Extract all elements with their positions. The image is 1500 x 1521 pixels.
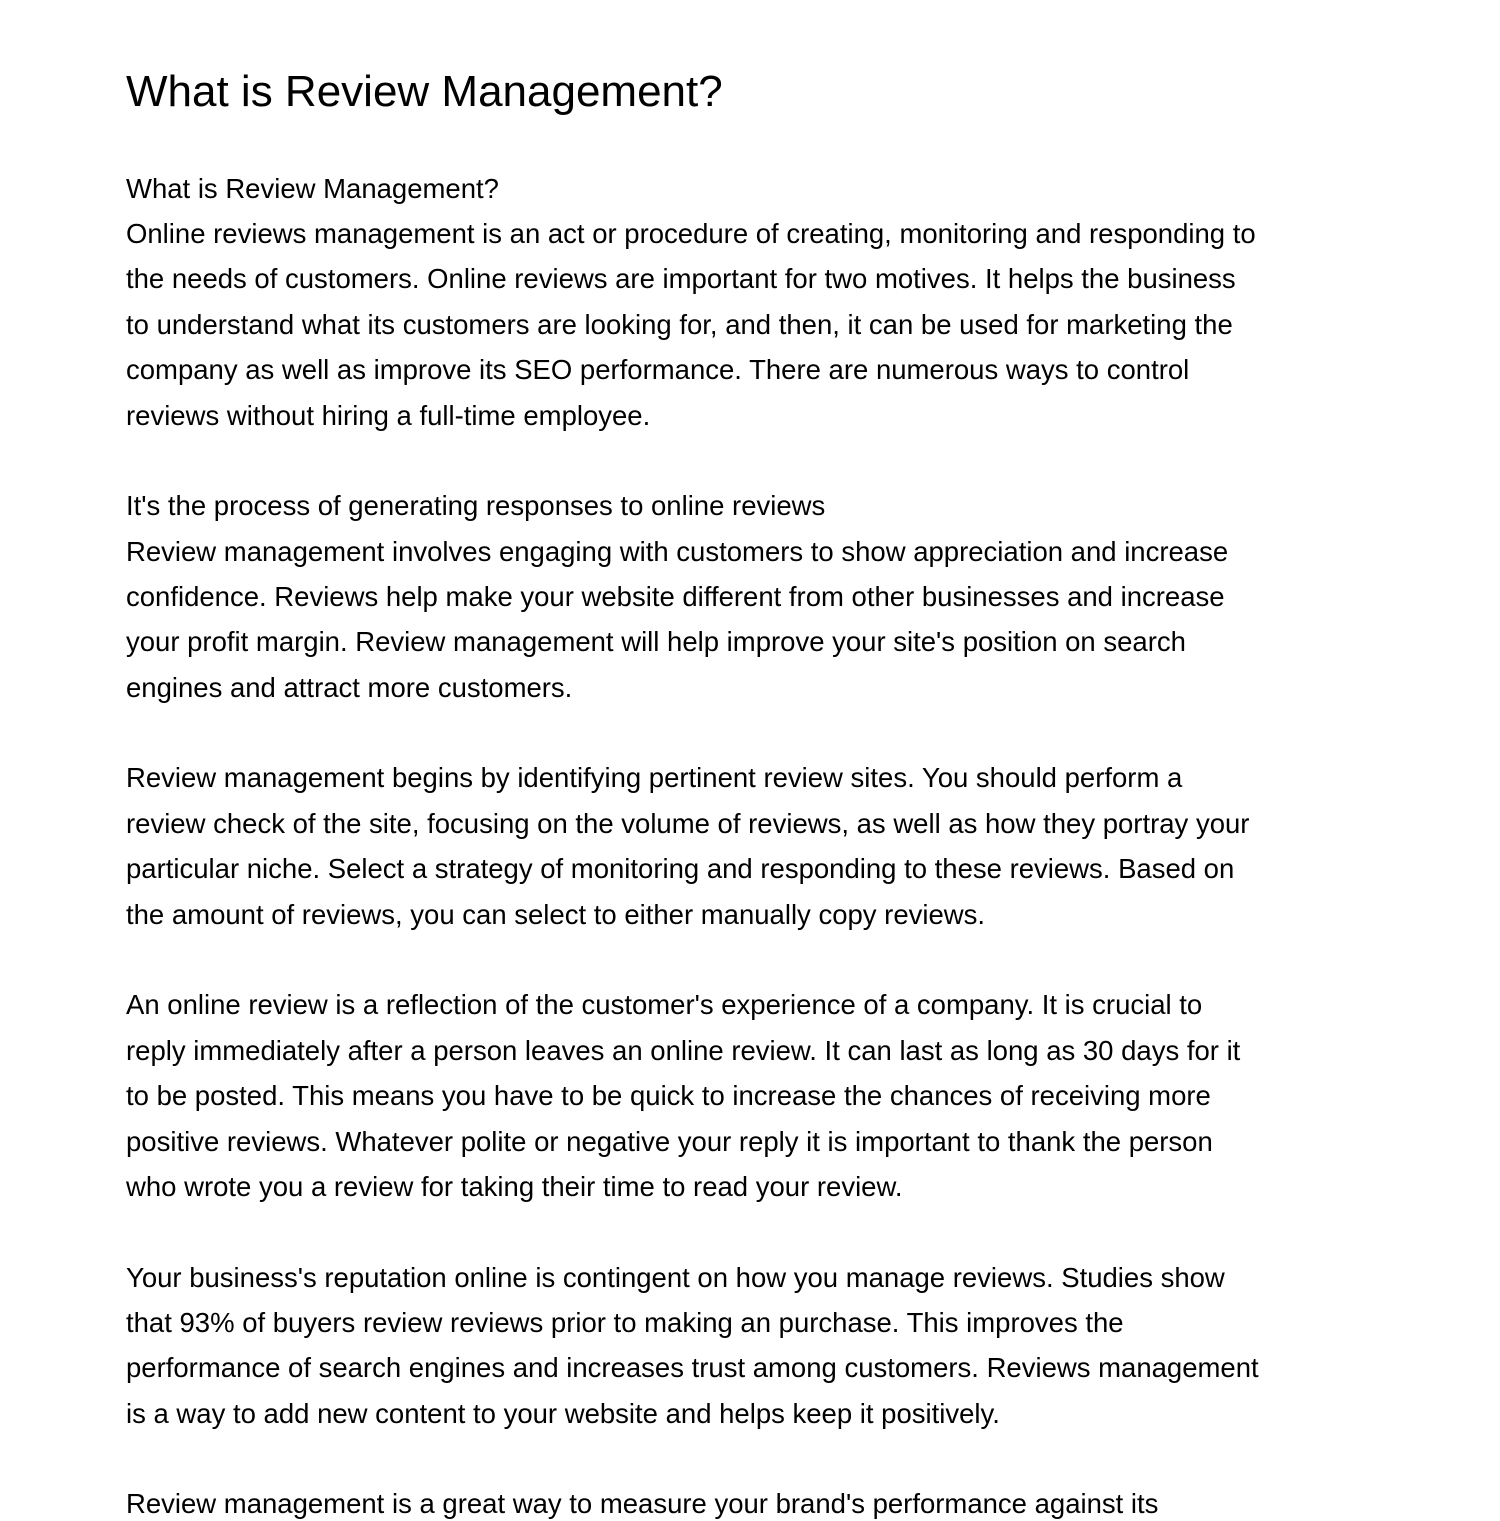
paragraph-line: review check of the site, focusing on the volume of reviews, as well as how they portray your <box>126 808 1250 839</box>
subheading: It's the process of generating responses to online reviews <box>126 490 826 521</box>
paragraph-line: to be posted. This means you have to be quick to increase the chances of receiving more <box>126 1080 1211 1111</box>
paragraph-line: to understand what its customers are looking for, and then, it can be used for marketing the <box>126 309 1233 340</box>
paragraph-line: that 93% of buyers review reviews prior to making an purchase. This improves the <box>126 1307 1124 1338</box>
paragraph-line: particular niche. Select a strategy of monitoring and responding to these reviews. Based on <box>126 853 1235 884</box>
page-title: What is Review Management? <box>126 67 723 116</box>
paragraph-line: Review management involves engaging with customers to show appreciation and increase <box>126 536 1229 567</box>
paragraph-line: your profit margin. Review management will help improve your site's position on search <box>126 626 1186 657</box>
paragraph-line: performance of search engines and increases trust among customers. Reviews management <box>126 1352 1259 1383</box>
paragraph-line: who wrote you a review for taking their time to read your review. <box>126 1171 903 1202</box>
paragraph-line: the needs of customers. Online reviews are important for two motives. It helps the business <box>126 263 1236 294</box>
paragraph-line: positive reviews. Whatever polite or negative your reply it is important to thank the person <box>126 1126 1213 1157</box>
paragraph-line: Your business's reputation online is contingent on how you manage reviews. Studies show <box>126 1262 1225 1293</box>
paragraph-line: the amount of reviews, you can select to either manually copy reviews. <box>126 899 986 930</box>
paragraph-line: reply immediately after a person leaves an online review. It can last as long as 30 days for it <box>126 1035 1241 1066</box>
paragraph-line: company as well as improve its SEO performance. There are numerous ways to control <box>126 354 1190 385</box>
paragraph-line: Review management begins by identifying pertinent review sites. You should perform a <box>126 762 1183 793</box>
paragraph-line: is a way to add new content to your website and helps keep it positively. <box>126 1398 1000 1429</box>
paragraph-line: Online reviews management is an act or procedure of creating, monitoring and responding to <box>126 218 1256 249</box>
paragraph-line: engines and attract more customers. <box>126 672 573 703</box>
paragraph-line: An online review is a reflection of the customer's experience of a company. It is crucial to <box>126 989 1203 1020</box>
subheading: What is Review Management? <box>126 173 499 204</box>
paragraph-line: reviews without hiring a full-time employee. <box>126 400 651 431</box>
paragraph-line: confidence. Reviews help make your website different from other businesses and increase <box>126 581 1225 612</box>
paragraph-line-truncated: Review management is a great way to measure your brand's performance against its <box>126 1488 1159 1519</box>
